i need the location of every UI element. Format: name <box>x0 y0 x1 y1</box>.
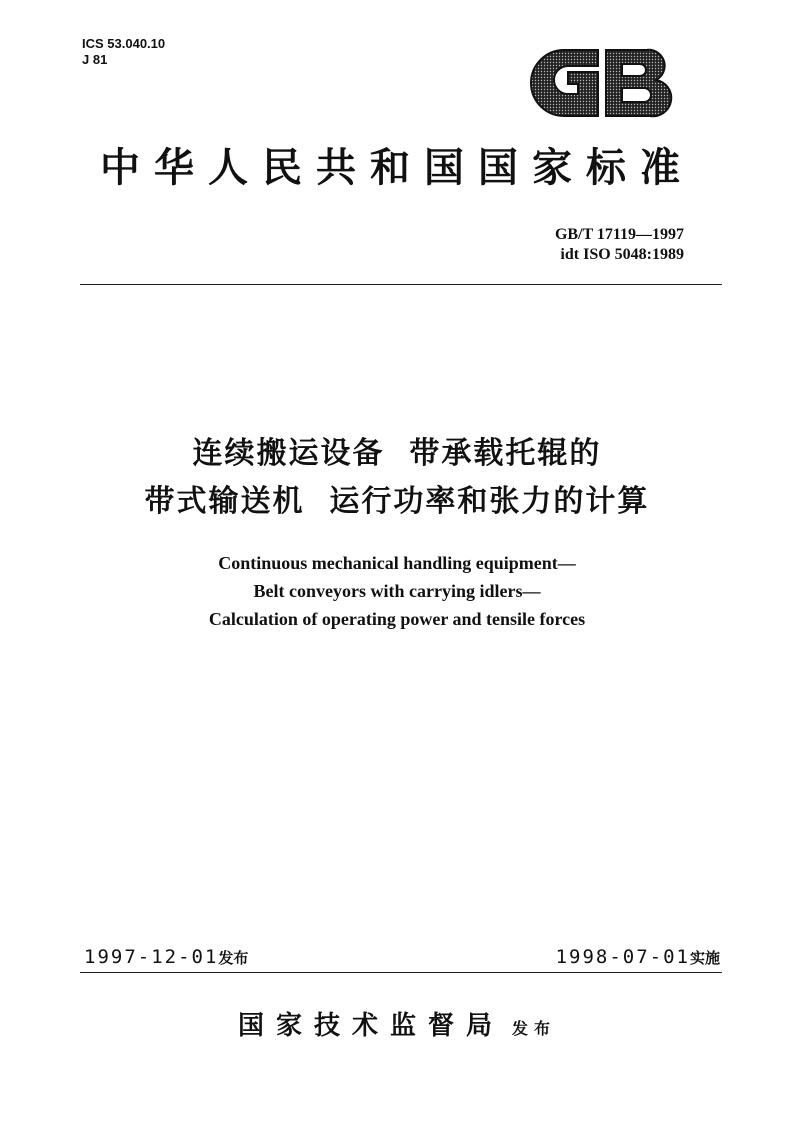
issuer-action: 发布 <box>512 1019 557 1038</box>
document-title-cn-line1: 连续搬运设备 带承载托辊的 <box>192 436 602 471</box>
effective-date <box>556 944 720 971</box>
standard-number: GB/T 17119—1997 <box>554 226 684 243</box>
effective-date-value: 1998-07-01 <box>555 946 690 968</box>
publication-label: 发布 <box>218 949 249 967</box>
gb-logo <box>528 46 674 120</box>
classification-code: J 81 <box>82 52 108 67</box>
bottom-divider <box>80 972 722 973</box>
issuer-name: 国家技术监督局 <box>237 1011 504 1041</box>
issuing-authority <box>0 1006 794 1049</box>
document-title-en-line1: Continuous mechanical handling equipment— <box>218 553 576 573</box>
document-title-en-line3: Calculation of operating power and tensile forces <box>208 609 586 629</box>
publication-date-value: 1997-12-01 <box>84 946 219 968</box>
document-title-en-line2: Belt conveyors with carrying idlers— <box>253 581 541 601</box>
document-title-cn-line2: 带式输送机 运行功率和张力的计算 <box>144 484 650 519</box>
iso-equivalence: idt ISO 5048:1989 <box>560 246 684 263</box>
effective-label: 实施 <box>689 949 720 967</box>
ics-code: ICS 53.040.10 <box>82 36 166 51</box>
national-standard-title: 中华人民共和国国家标准 <box>100 144 694 191</box>
publication-date <box>84 944 248 971</box>
top-divider <box>80 284 722 285</box>
